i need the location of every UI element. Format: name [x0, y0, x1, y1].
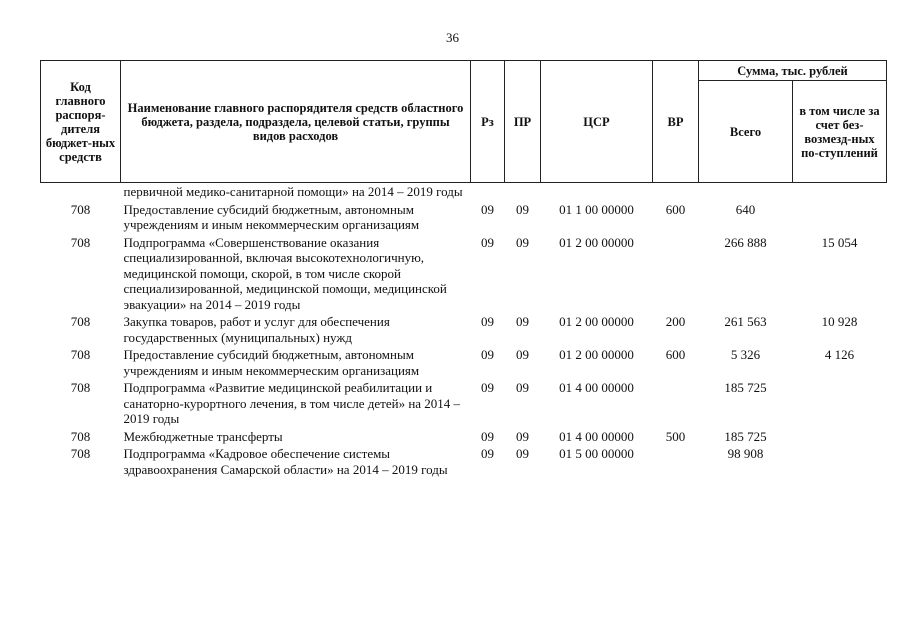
cell-total: 185 725 — [724, 428, 767, 444]
cell-total: 266 888 — [724, 234, 767, 250]
cell-csr: 01 2 00 00000 — [559, 234, 634, 250]
cell-name: Межбюджетные трансферты — [123, 428, 283, 444]
cell-rz: 09 — [481, 428, 494, 444]
table-row — [41, 428, 887, 446]
cell-code: 708 — [70, 234, 91, 250]
header-csr: ЦСР — [541, 61, 653, 183]
table-row — [41, 313, 887, 346]
cell-code: 708 — [70, 446, 91, 461]
cell-code: 708 — [70, 380, 91, 395]
cell-code: 708 — [70, 201, 91, 217]
cell-vr — [653, 379, 699, 428]
cell-rz: 09 — [481, 347, 494, 362]
cell-name: Закупка товаров, работ и услуг для обеспечения государственных (муниципальных) нужд — [123, 314, 390, 345]
cell-csr: 01 4 00 00000 — [559, 380, 634, 395]
cell-vr: 600 — [665, 201, 686, 217]
cell-name: Предоставление субсидий бюджетным, автономным учреждениям и иным некоммерческим организациям — [123, 347, 420, 378]
header-pr: ПР — [505, 61, 541, 183]
header-code: Код главного распоря-дителя бюджет-ных средств — [41, 61, 121, 183]
table-body — [41, 183, 887, 479]
cell-pr: 09 — [516, 201, 529, 217]
cell-csr: 01 2 00 00000 — [559, 347, 634, 362]
cell-total: 185 725 — [724, 380, 767, 395]
cell-name: Подпрограмма «Совершенствование оказания специализированной, включая высокотехнологичную, медицинской помощи, скорой, в том числе скорой специализированной, медицинской помощи, медицинской эвакуации» на 2014 – 2019 годы — [123, 234, 447, 312]
cell-vr — [653, 183, 699, 201]
cell-rz: 09 — [481, 201, 494, 217]
cell-rz: 09 — [481, 446, 494, 461]
cell-rz — [471, 183, 505, 201]
cell-free: 10 928 — [821, 314, 858, 329]
table-row — [41, 445, 887, 478]
table-header — [41, 61, 887, 183]
cell-total: 5 326 — [730, 347, 761, 362]
header-total: Всего — [699, 81, 793, 183]
header-sum: Сумма, тыс. рублей — [699, 61, 887, 81]
table-row — [41, 346, 887, 379]
cell-csr: 01 2 00 00000 — [559, 314, 634, 329]
cell-pr: 09 — [516, 234, 529, 250]
cell-vr: 500 — [665, 428, 686, 444]
cell-free — [793, 201, 887, 234]
cell-vr: 600 — [665, 347, 686, 362]
cell-csr: 01 4 00 00000 — [559, 428, 634, 444]
cell-total: 640 — [735, 201, 756, 217]
cell-name: Предоставление субсидий бюджетным, автономным учреждениям и иным некоммерческим организациям — [123, 201, 420, 232]
header-vr: ВР — [653, 61, 699, 183]
table-row — [41, 234, 887, 314]
cell-csr: 01 5 00 00000 — [559, 446, 634, 461]
cell-pr: 09 — [516, 347, 529, 362]
cell-code: 708 — [70, 314, 91, 329]
cell-total — [699, 183, 793, 201]
cell-pr: 09 — [516, 446, 529, 461]
cell-pr: 09 — [516, 428, 529, 444]
table-row — [41, 201, 887, 234]
cell-vr — [653, 234, 699, 314]
cell-free — [793, 445, 887, 478]
table-row — [41, 379, 887, 428]
page-number: 36 — [446, 30, 459, 45]
header-name: Наименование главного распорядителя средств областного бюджета, раздела, подраздела, целевой статьи, группы видов расходов — [121, 61, 471, 183]
cell-free: 15 054 — [821, 234, 858, 250]
cell-pr — [505, 183, 541, 201]
table-row — [41, 183, 887, 201]
budget-table — [40, 60, 887, 478]
header-free: в том числе за счет без-возмезд-ных по-ступлений — [793, 81, 887, 183]
cell-name: Подпрограмма «Кадровое обеспечение системы здравоохранения Самарской области» на 2014 – 2019 годы — [123, 446, 448, 477]
cell-vr: 200 — [665, 314, 686, 329]
cell-code: 708 — [70, 428, 91, 444]
cell-total: 98 908 — [727, 446, 764, 461]
cell-rz: 09 — [481, 234, 494, 250]
cell-total: 261 563 — [724, 314, 767, 329]
cell-rz: 09 — [481, 380, 494, 395]
cell-csr: 01 1 00 00000 — [559, 201, 634, 217]
cell-csr — [541, 183, 653, 201]
cell-rz: 09 — [481, 314, 494, 329]
cell-vr — [653, 445, 699, 478]
cell-code: 708 — [70, 347, 91, 362]
cell-name: первичной медико-санитарной помощи» на 2014 – 2019 годы — [123, 184, 463, 199]
header-rz: Рз — [471, 61, 505, 183]
cell-free — [793, 428, 887, 446]
cell-pr: 09 — [516, 380, 529, 395]
cell-free — [793, 379, 887, 428]
cell-name: Подпрограмма «Развитие медицинской реабилитации и санаторно-курортного лечения, в том числе детей» на 2014 – 2019 годы — [123, 380, 461, 426]
cell-code — [41, 183, 121, 201]
cell-pr: 09 — [516, 314, 529, 329]
cell-free — [793, 183, 887, 201]
cell-free: 4 126 — [824, 347, 855, 362]
